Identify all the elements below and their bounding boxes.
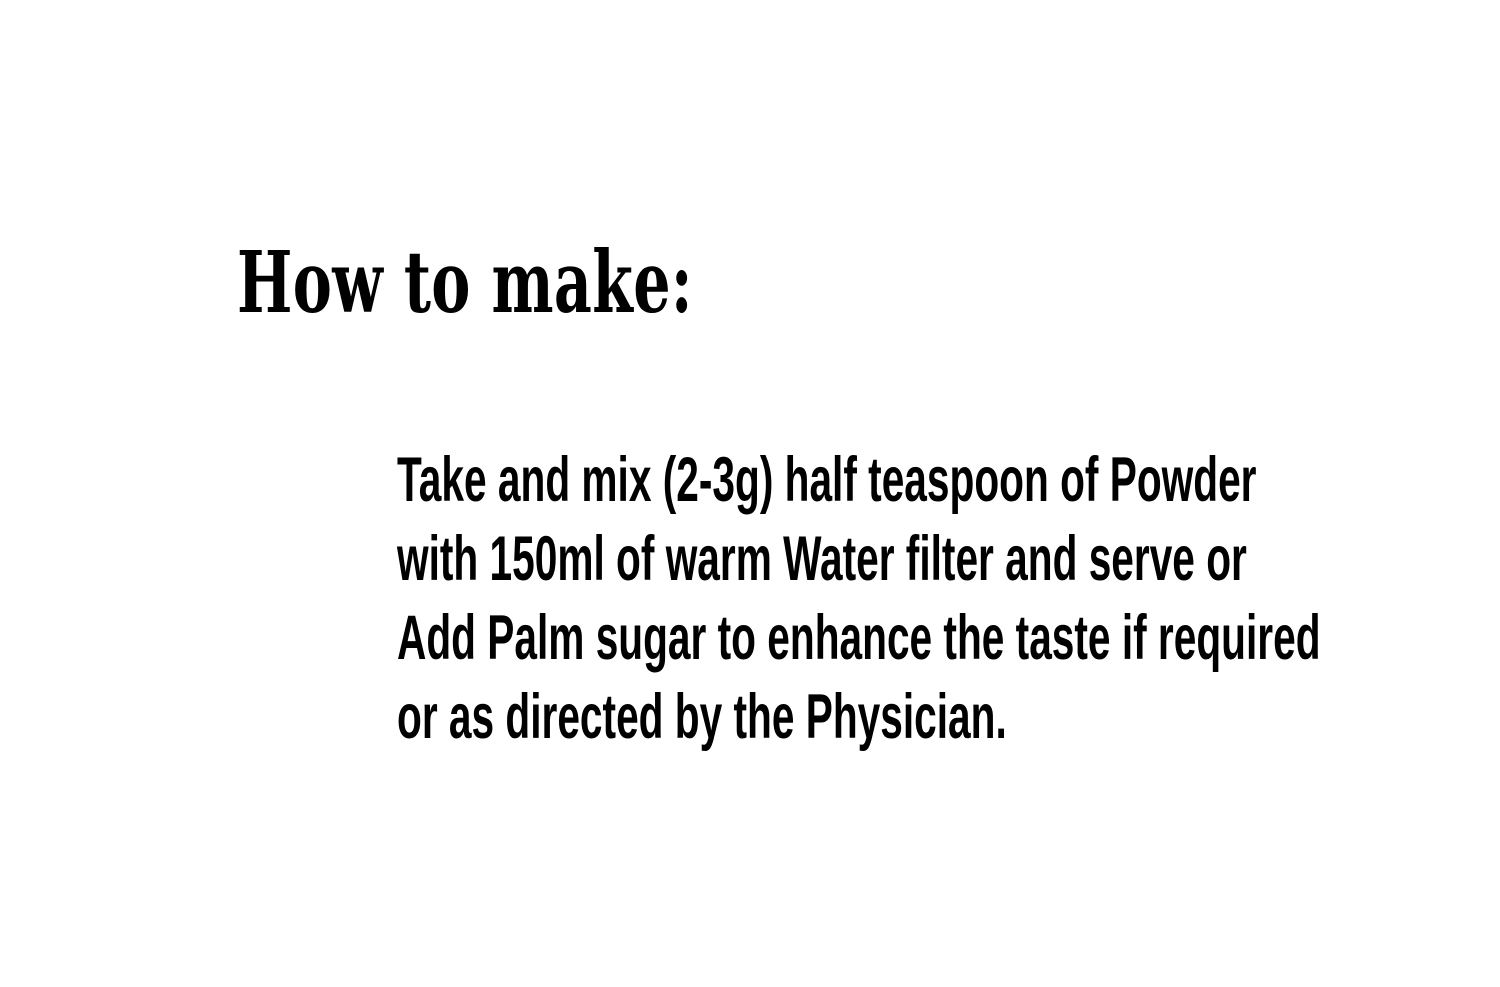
instruction-line-2: with 150ml of warm Water filter and serve or xyxy=(397,524,1247,594)
instruction-line-3: Add Palm sugar to enhance the taste if required xyxy=(397,603,1321,673)
page-title: How to make: xyxy=(237,233,693,333)
instruction-line-4: or as directed by the Physician. xyxy=(397,682,1007,752)
instructions-text xyxy=(397,441,1500,757)
instruction-line-1: Take and mix (2-3g) half teaspoon of Powder xyxy=(397,445,1257,515)
